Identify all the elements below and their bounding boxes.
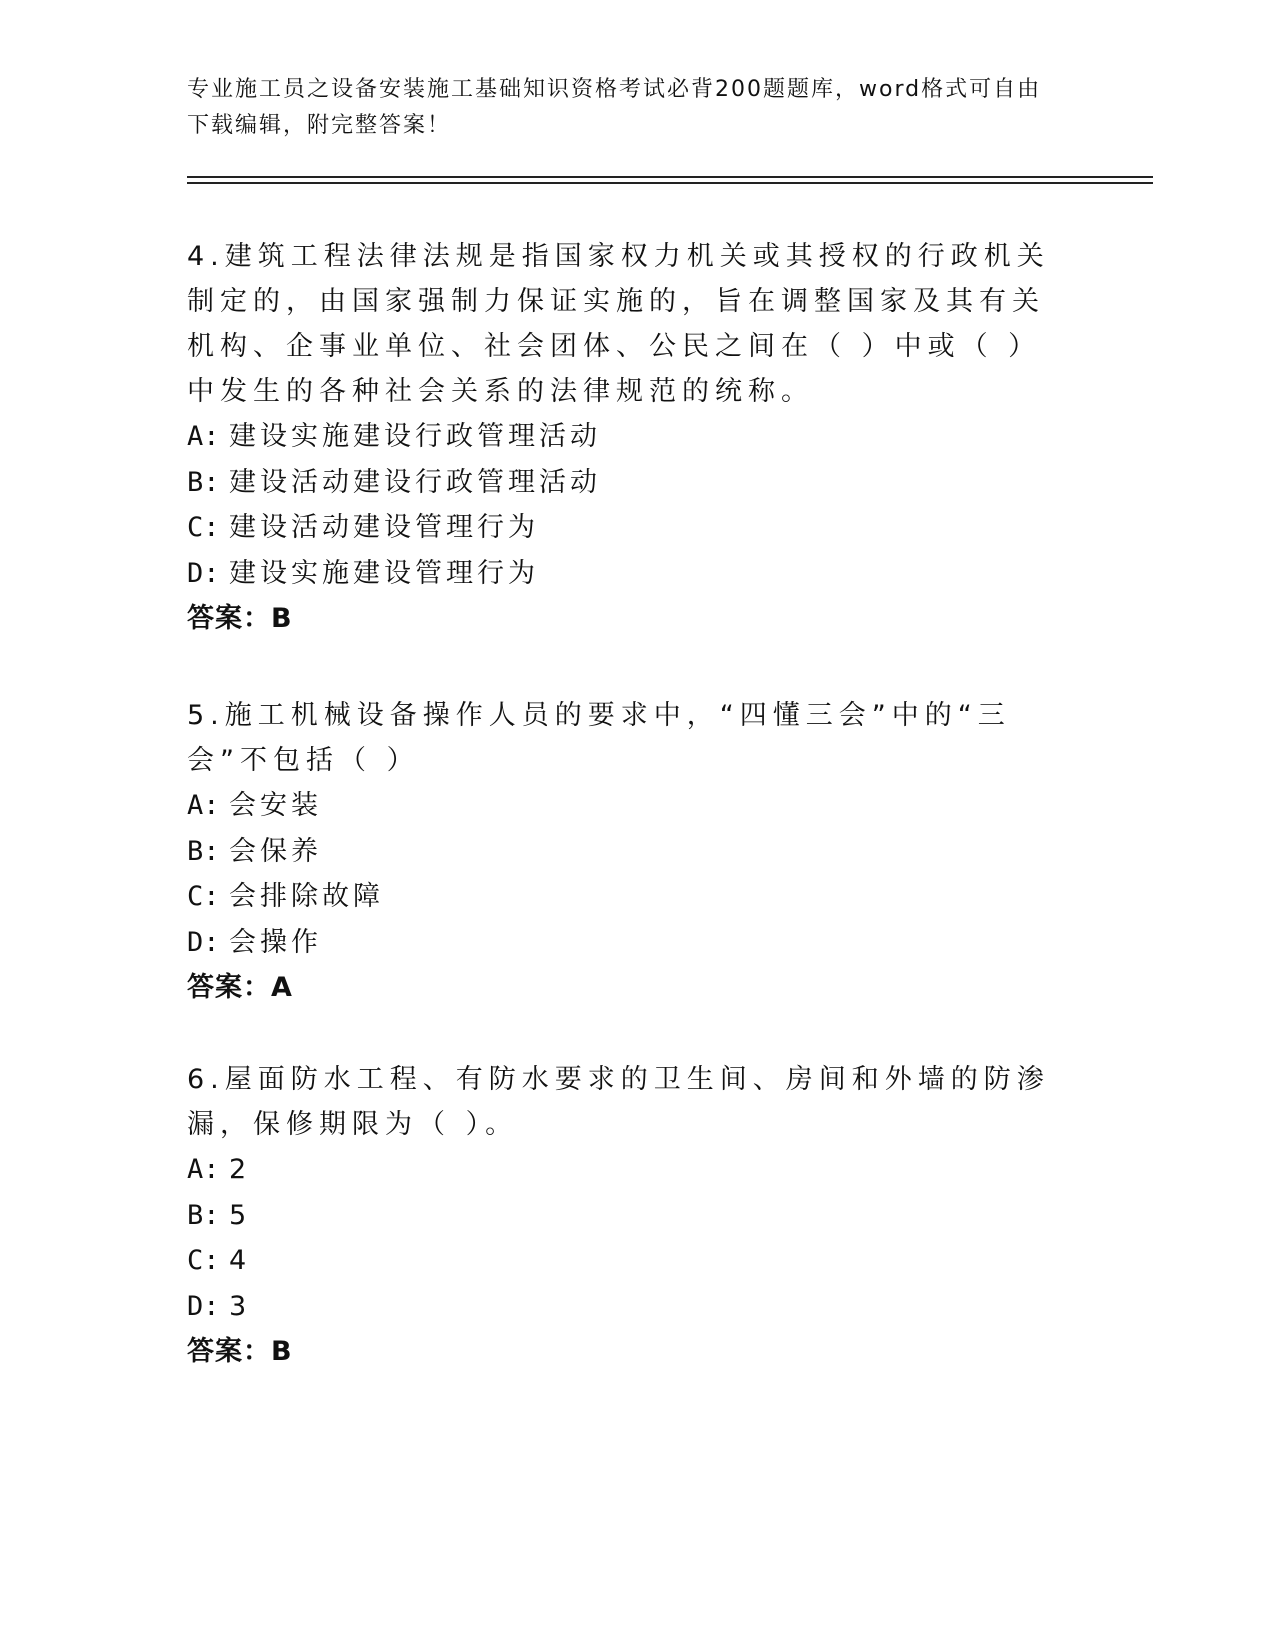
option-text: 会保养 [229,835,322,867]
option-c [187,874,1067,920]
answer: 答案：B [187,1336,293,1367]
option-letter: C: [187,881,220,912]
document-header [187,72,1067,144]
option-text: 建设实施建设管理行为 [229,557,539,589]
option-text: 会安装 [229,790,322,821]
option-letter: B: [187,466,220,498]
question-text [187,693,1067,783]
option-letter: C: [187,512,220,543]
option-d [187,1284,1067,1330]
option-letter: D: [187,926,220,958]
answer: 答案：A [187,972,293,1003]
option-b [187,829,1067,875]
question-6 [187,1057,1067,1374]
option-text: 建设活动建设行政管理活动 [229,466,601,498]
option-a [187,1147,1067,1193]
option-b [187,1193,1067,1239]
option-a [187,783,1067,829]
option-text: 5 [229,1199,251,1231]
option-letter: B: [187,1199,220,1231]
option-text: 2 [229,1154,251,1185]
option-c [187,505,1067,551]
question-body: 施工机械设备操作人员的要求中，“四懂三会”中的“三会”不包括（ ） [187,700,1011,776]
header-divider-bottom [187,182,1153,184]
option-letter: A: [187,790,220,821]
option-letter: B: [187,835,220,867]
option-text: 会排除故障 [229,881,384,912]
question-number: 4. [187,241,225,272]
header-line-2: 下载编辑，附完整答案！ [187,113,452,138]
question-text [187,1057,1067,1147]
option-text: 建设活动建设管理行为 [229,512,539,543]
option-b [187,460,1067,506]
option-letter: D: [187,557,220,589]
option-letter: A: [187,421,220,452]
header-line-1: 专业施工员之设备安装施工基础知识资格考试必背200题题库，word格式可自由 [187,77,1042,102]
question-number: 6. [187,1064,225,1095]
question-4 [187,234,1067,641]
option-c [187,1238,1067,1284]
question-text [187,234,1067,414]
option-letter: C: [187,1245,220,1276]
question-body: 建筑工程法律法规是指国家权力机关或其授权的行政机关制定的，由国家强制力保证实施的，旨在调整国家及其有关机构、企事业单位、社会团体、公民之间在（ ）中或（ ）中发生的各种社会关系的法律规范的统称。 [187,241,1050,407]
option-a [187,414,1067,460]
option-text: 3 [229,1290,251,1322]
option-letter: A: [187,1154,220,1185]
option-d [187,551,1067,597]
header-divider-top [187,176,1153,178]
question-body: 屋面防水工程、有防水要求的卫生间、房间和外墙的防渗漏，保修期限为（ ）。 [187,1064,1050,1140]
option-text: 4 [229,1245,251,1276]
question-5 [187,693,1067,1010]
option-text: 会操作 [229,926,322,958]
option-text: 建设实施建设行政管理活动 [229,421,601,452]
question-number: 5. [187,700,225,731]
option-letter: D: [187,1290,220,1322]
answer: 答案：B [187,603,293,634]
option-d [187,920,1067,966]
